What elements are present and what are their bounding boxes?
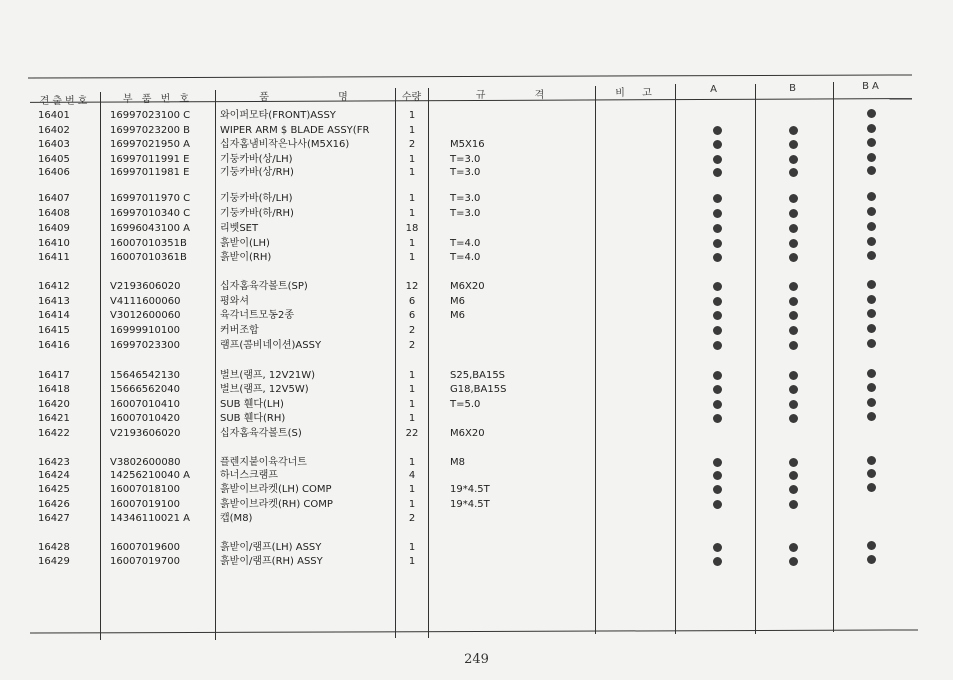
row-spec: T=5.0 (450, 399, 481, 410)
applicability-dot-b (789, 155, 798, 164)
row-part-no: V3802600080 (110, 457, 181, 468)
header-col-b: B (789, 83, 799, 94)
applicability-dot-a (713, 194, 722, 203)
row-spec: M5X16 (450, 139, 485, 150)
row-qty: 18 (405, 223, 419, 234)
applicability-dot-ba (867, 124, 876, 133)
row-part-no: 16007010420 (110, 413, 180, 424)
header-spec: 규 격 (475, 90, 548, 101)
row-spec: T=3.0 (450, 154, 481, 165)
applicability-dot-a (713, 282, 722, 291)
row-qty: 1 (408, 556, 416, 567)
row-part-name: 십자홈육각볼트(SP) (220, 281, 308, 292)
applicability-dot-a (713, 140, 722, 149)
row-ref-no: 16408 (38, 208, 70, 219)
applicability-dot-ba (867, 280, 876, 289)
row-qty: 6 (408, 296, 416, 307)
row-part-no: 16007019700 (110, 556, 180, 567)
row-part-no: 16997011970 C (110, 193, 191, 204)
row-ref-no: 16414 (38, 310, 70, 321)
row-part-name: 흙받이/램프(LH) ASSY (220, 542, 322, 553)
applicability-dot-b (789, 253, 798, 262)
applicability-dot-b (789, 194, 798, 203)
row-part-name: 벌브(램프, 12V5W) (220, 384, 309, 395)
col-divider-6 (675, 84, 676, 634)
row-ref-no: 16418 (38, 384, 70, 395)
applicability-dot-b (789, 471, 798, 480)
applicability-dot-ba (867, 237, 876, 246)
applicability-dot-a (713, 326, 722, 335)
applicability-dot-b (789, 414, 798, 423)
applicability-dot-a (713, 485, 722, 494)
applicability-dot-a (713, 253, 722, 262)
row-part-no: 16997023100 C (110, 110, 191, 121)
row-ref-no: 16422 (38, 428, 70, 439)
row-part-name: 흙받이(LH) (220, 238, 270, 249)
applicability-dot-b (789, 140, 798, 149)
row-qty: 12 (405, 281, 419, 292)
col-divider-5 (595, 86, 596, 634)
applicability-dot-a (713, 168, 722, 177)
row-part-name: 와이퍼모타(FRONT)ASSY (220, 110, 336, 121)
row-ref-no: 16420 (38, 399, 70, 410)
row-part-name: SUB 휀다(RH) (220, 413, 286, 424)
row-qty: 1 (408, 499, 416, 510)
applicability-dot-ba (867, 207, 876, 216)
row-part-name: 커버조합 (220, 325, 259, 336)
applicability-dot-a (713, 385, 722, 394)
row-ref-no: 16407 (38, 193, 70, 204)
row-part-name: 기둥카바(상/LH) (220, 154, 293, 165)
applicability-dot-ba (867, 541, 876, 550)
header-ref-no: 견출번호 (39, 96, 91, 107)
applicability-dot-b (789, 297, 798, 306)
applicability-dot-b (789, 311, 798, 320)
row-ref-no: 16412 (38, 281, 70, 292)
applicability-dot-a (713, 543, 722, 552)
row-ref-no: 16401 (38, 110, 70, 121)
row-part-name: 하너스크램프 (220, 470, 278, 481)
applicability-dot-b (789, 326, 798, 335)
applicability-dot-b (789, 543, 798, 552)
row-part-no: 16007010361B (110, 252, 187, 263)
applicability-dot-ba (867, 369, 876, 378)
row-part-name: 십자홈냄비작은나사(M5X16) (220, 139, 350, 150)
applicability-dot-ba (867, 469, 876, 478)
top-rule (28, 74, 912, 78)
applicability-dot-ba (867, 109, 876, 118)
row-ref-no: 16427 (38, 513, 70, 524)
row-qty: 1 (408, 238, 416, 249)
row-qty: 1 (408, 457, 416, 468)
row-part-name: 기둥카바(하/LH) (220, 193, 293, 204)
applicability-dot-a (713, 471, 722, 480)
row-part-name: 기둥카바(하/RH) (220, 208, 294, 219)
row-spec: 19*4.5T (450, 484, 490, 495)
applicability-dot-ba (867, 483, 876, 492)
row-part-name: 흙받이브라켓(RH) COMP (220, 499, 333, 510)
applicability-dot-a (713, 311, 722, 320)
applicability-dot-ba (867, 309, 876, 318)
applicability-dot-ba (867, 222, 876, 231)
col-divider-3 (395, 88, 396, 638)
row-part-name: 흙받이/램프(RH) ASSY (220, 556, 323, 567)
row-spec: M6X20 (450, 428, 485, 439)
applicability-dot-b (789, 126, 798, 135)
applicability-dot-a (713, 500, 722, 509)
applicability-dot-b (789, 224, 798, 233)
applicability-dot-ba (867, 456, 876, 465)
applicability-dot-a (713, 371, 722, 380)
applicability-dot-a (713, 414, 722, 423)
row-qty: 2 (408, 325, 416, 336)
row-ref-no: 16405 (38, 154, 70, 165)
row-part-name: 벌브(램프, 12V21W) (220, 370, 315, 381)
row-ref-no: 16424 (38, 470, 70, 481)
row-qty: 4 (408, 470, 416, 481)
row-ref-no: 16421 (38, 413, 70, 424)
row-part-name: 캡(M8) (220, 513, 253, 524)
row-qty: 1 (408, 167, 416, 178)
row-part-no: 16007010410 (110, 399, 180, 410)
row-part-name: 평와셔 (220, 296, 249, 307)
applicability-dot-ba (867, 166, 876, 175)
applicability-dot-ba (867, 339, 876, 348)
applicability-dot-b (789, 282, 798, 291)
row-spec: M6 (450, 296, 465, 307)
row-ref-no: 16410 (38, 238, 70, 249)
applicability-dot-ba (867, 138, 876, 147)
row-part-no: 16997011991 E (110, 154, 190, 165)
applicability-dot-b (789, 239, 798, 248)
applicability-dot-ba (867, 295, 876, 304)
row-qty: 1 (408, 542, 416, 553)
row-qty: 1 (408, 252, 416, 263)
row-part-no: 15666562040 (110, 384, 180, 395)
row-qty: 1 (408, 370, 416, 381)
row-part-no: V3012600060 (110, 310, 181, 321)
applicability-dot-b (789, 458, 798, 467)
applicability-dot-ba (867, 555, 876, 564)
header-part-name: 품 명 (259, 92, 351, 103)
row-spec: 19*4.5T (450, 499, 490, 510)
row-part-no: 14346110021 A (110, 513, 191, 524)
applicability-dot-b (789, 500, 798, 509)
applicability-dot-b (789, 341, 798, 350)
row-part-name: 흙받이(RH) (220, 252, 272, 263)
row-part-no: 16996043100 A (110, 223, 191, 234)
row-qty: 1 (408, 154, 416, 165)
row-ref-no: 16426 (38, 499, 70, 510)
row-part-no: 16007018100 (110, 484, 180, 495)
row-qty: 22 (405, 428, 419, 439)
row-qty: 2 (408, 139, 416, 150)
applicability-dot-ba (867, 153, 876, 162)
row-part-name: 리벳SET (220, 223, 259, 234)
col-divider-8 (833, 82, 834, 632)
row-spec: T=3.0 (450, 208, 481, 219)
col-divider-2 (215, 90, 216, 640)
applicability-dot-a (713, 155, 722, 164)
row-spec: G18,BA15S (450, 384, 507, 395)
row-ref-no: 16411 (38, 252, 70, 263)
applicability-dot-a (713, 126, 722, 135)
applicability-dot-b (789, 209, 798, 218)
row-ref-no: 16428 (38, 542, 70, 553)
row-part-no: 15646542130 (110, 370, 180, 381)
row-ref-no: 16415 (38, 325, 70, 336)
page-number: 249 (464, 652, 489, 667)
header-col-ba: BA (862, 81, 882, 92)
row-part-no: V4111600060 (110, 296, 181, 307)
row-ref-no: 16429 (38, 556, 70, 567)
row-part-name: 플렌지붙이육각너트 (220, 457, 307, 468)
row-part-name: 흙받이브라켓(LH) COMP (220, 484, 332, 495)
row-part-no: 16997011981 E (110, 167, 190, 178)
applicability-dot-a (713, 400, 722, 409)
applicability-dot-b (789, 385, 798, 394)
applicability-dot-a (713, 341, 722, 350)
applicability-dot-ba (867, 383, 876, 392)
applicability-dot-b (789, 400, 798, 409)
row-spec: T=3.0 (450, 167, 481, 178)
row-spec: M6 (450, 310, 465, 321)
header-part-no: 부 품 번 호 (122, 94, 193, 105)
header-col-a: A (710, 84, 720, 95)
row-qty: 1 (408, 125, 416, 136)
row-part-no: 16997010340 C (110, 208, 191, 219)
applicability-dot-ba (867, 251, 876, 260)
row-spec: M6X20 (450, 281, 485, 292)
applicability-dot-a (713, 297, 722, 306)
applicability-dot-a (713, 458, 722, 467)
applicability-dot-b (789, 168, 798, 177)
row-part-no: V2193606020 (110, 428, 181, 439)
row-part-no: 16999910100 (110, 325, 180, 336)
row-qty: 1 (408, 399, 416, 410)
row-qty: 1 (408, 110, 416, 121)
row-ref-no: 16402 (38, 125, 70, 136)
row-part-no: 16007019600 (110, 542, 180, 553)
row-ref-no: 16425 (38, 484, 70, 495)
row-part-name: 십자홈육각볼트(S) (220, 428, 302, 439)
row-part-name: 램프(콤비네이션)ASSY (220, 340, 322, 351)
row-qty: 6 (408, 310, 416, 321)
col-divider-1 (100, 92, 101, 640)
row-qty: 1 (408, 413, 416, 424)
row-ref-no: 16409 (38, 223, 70, 234)
applicability-dot-ba (867, 412, 876, 421)
applicability-dot-b (789, 371, 798, 380)
row-part-name: 기둥카바(상/RH) (220, 167, 294, 178)
row-spec: T=4.0 (450, 252, 481, 263)
applicability-dot-a (713, 224, 722, 233)
row-part-no: 16997021950 A (110, 139, 191, 150)
row-qty: 1 (408, 384, 416, 395)
applicability-dot-b (789, 485, 798, 494)
row-part-name: WIPER ARM $ BLADE ASSY(FR (220, 125, 370, 136)
applicability-dot-a (713, 209, 722, 218)
row-qty: 2 (408, 513, 416, 524)
applicability-dot-ba (867, 192, 876, 201)
row-ref-no: 16406 (38, 167, 70, 178)
row-spec: T=4.0 (450, 238, 481, 249)
row-qty: 1 (408, 208, 416, 219)
row-ref-no: 16417 (38, 370, 70, 381)
header-remarks: 비 고 (615, 88, 655, 99)
col-divider-7 (755, 84, 756, 634)
row-part-name: SUB 휀다(LH) (220, 399, 284, 410)
applicability-dot-ba (867, 324, 876, 333)
row-ref-no: 16403 (38, 139, 70, 150)
row-qty: 2 (408, 340, 416, 351)
row-part-no: 16007010351B (110, 238, 187, 249)
applicability-dot-a (713, 557, 722, 566)
row-part-no: 14256210040 A (110, 470, 191, 481)
row-spec: S25,BA15S (450, 370, 506, 381)
col-divider-4 (428, 88, 429, 638)
header-qty: 수량 (401, 92, 422, 103)
applicability-dot-b (789, 557, 798, 566)
applicability-dot-ba (867, 398, 876, 407)
row-part-no: 16997023200 B (110, 125, 191, 136)
row-qty: 1 (408, 484, 416, 495)
applicability-dot-a (713, 239, 722, 248)
row-ref-no: 16423 (38, 457, 70, 468)
row-part-no: 16007019100 (110, 499, 180, 510)
bottom-rule (30, 629, 918, 633)
row-ref-no: 16416 (38, 340, 70, 351)
row-part-no: V2193606020 (110, 281, 181, 292)
row-part-name: 육각너트모동2종 (220, 310, 294, 321)
row-ref-no: 16413 (38, 296, 70, 307)
row-part-no: 16997023300 (110, 340, 180, 351)
row-spec: T=3.0 (450, 193, 481, 204)
row-spec: M8 (450, 457, 465, 468)
row-qty: 1 (408, 193, 416, 204)
